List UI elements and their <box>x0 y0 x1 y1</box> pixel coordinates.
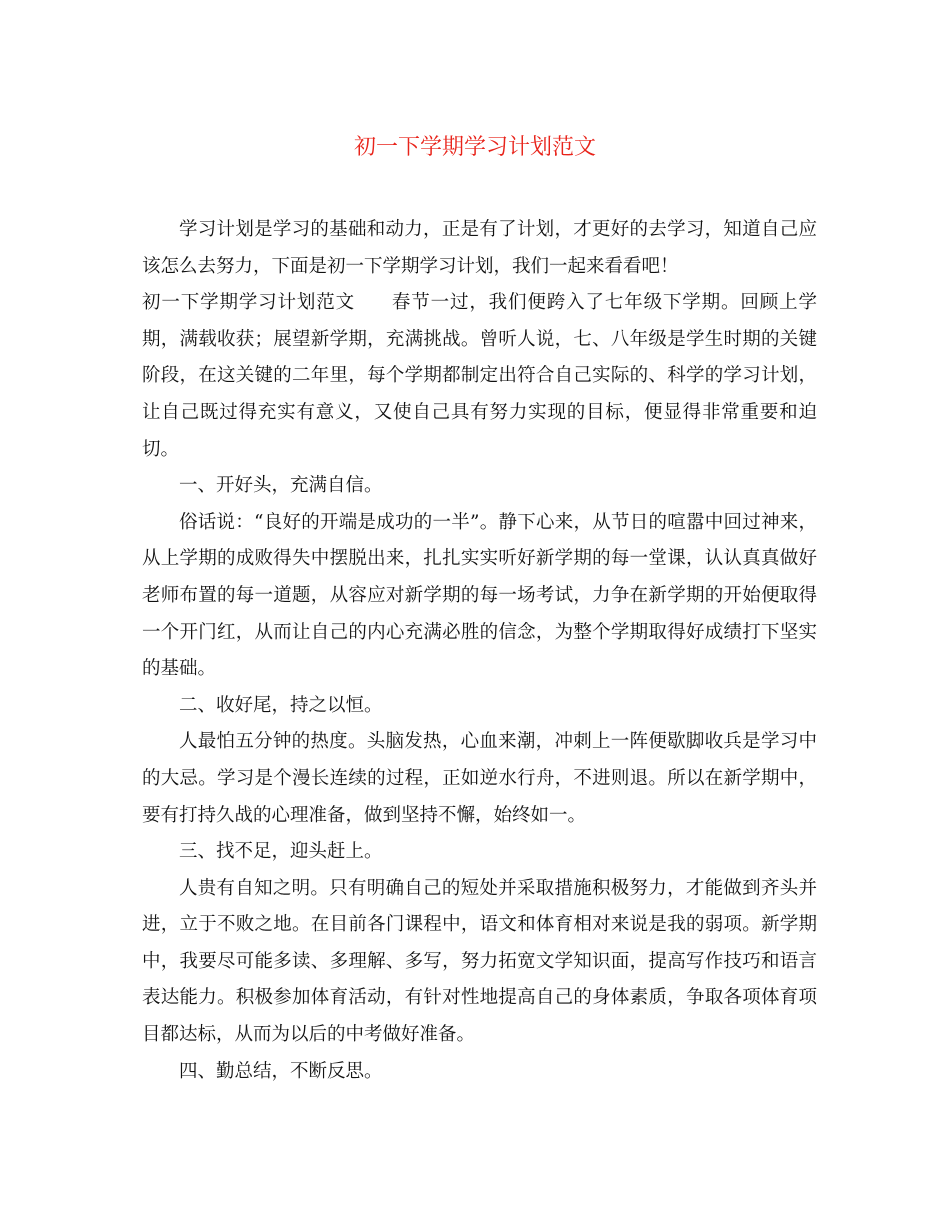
intro-paragraph: 学习计划是学习的基础和动力，正是有了计划，才更好的去学习，知道自己应该怎么去努力，下面是初一下学期学习计划，我们一起来看看吧！ <box>142 219 817 277</box>
section-heading-1: 一、开好头，充满自信。 <box>179 475 383 497</box>
section-body-2: 人最怕五分钟的热度。头脑发热，心血来潮，冲刺上一阵便歇脚收兵是学习中的大忌。学习是个漫长连续的过程，正如逆水行舟，不进则退。所以在新学期中，要有打持久战的心理准备，做到坚持不懈，始终如一。 <box>142 731 817 826</box>
section-heading-4: 四、勤总结，不断反思。 <box>179 1060 383 1082</box>
document-title: 初一下学期学习计划范文 <box>353 135 596 160</box>
document-body <box>142 212 817 1090</box>
section-body-1: 俗话说：“良好的开端是成功的一半”。静下心来，从节日的喧嚣中回过神来，从上学期的成败得失中摆脱出来，扎扎实实听好新学期的每一堂课，认认真真做好老师布置的每一道题，从容应对新学期的每一场考试，力争在新学期的开始便取得一个开门红，从而让自己的内心充满必胜的信念，为整个学期取得好成绩打下坚实的基础。 <box>142 511 817 680</box>
section-heading-2: 二、收好尾，持之以恒。 <box>179 694 383 716</box>
opening-paragraph <box>142 285 817 468</box>
section-heading-3: 三、找不足，迎头赶上。 <box>179 841 383 863</box>
opening-text: 春节一过，我们便跨入了七年级下学期。回顾上学期，满载收获；展望新学期，充满挑战。曾听人说，七、八年级是学生时期的关键阶段，在这关键的二年里，每个学期都制定出符合自己实际的、科学的学习计划，让自己既过得充实有意义，又使自己具有努力实现的目标，便显得非常重要和迫切。 <box>142 292 817 460</box>
inline-heading: 初一下学期学习计划范文 <box>142 292 355 314</box>
section-body-3: 人贵有自知之明。只有明确自己的短处并采取措施积极努力，才能做到齐头并进，立于不败之地。在目前各门课程中，语文和体育相对来说是我的弱项。新学期中，我要尽可能多读、多理解、多写，努力拓宽文学知识面，提高写作技巧和语言表达能力。积极参加体育活动，有针对性地提高自己的身体素质，争取各项体育项目都达标，从而为以后的中考做好准备。 <box>142 877 817 1046</box>
